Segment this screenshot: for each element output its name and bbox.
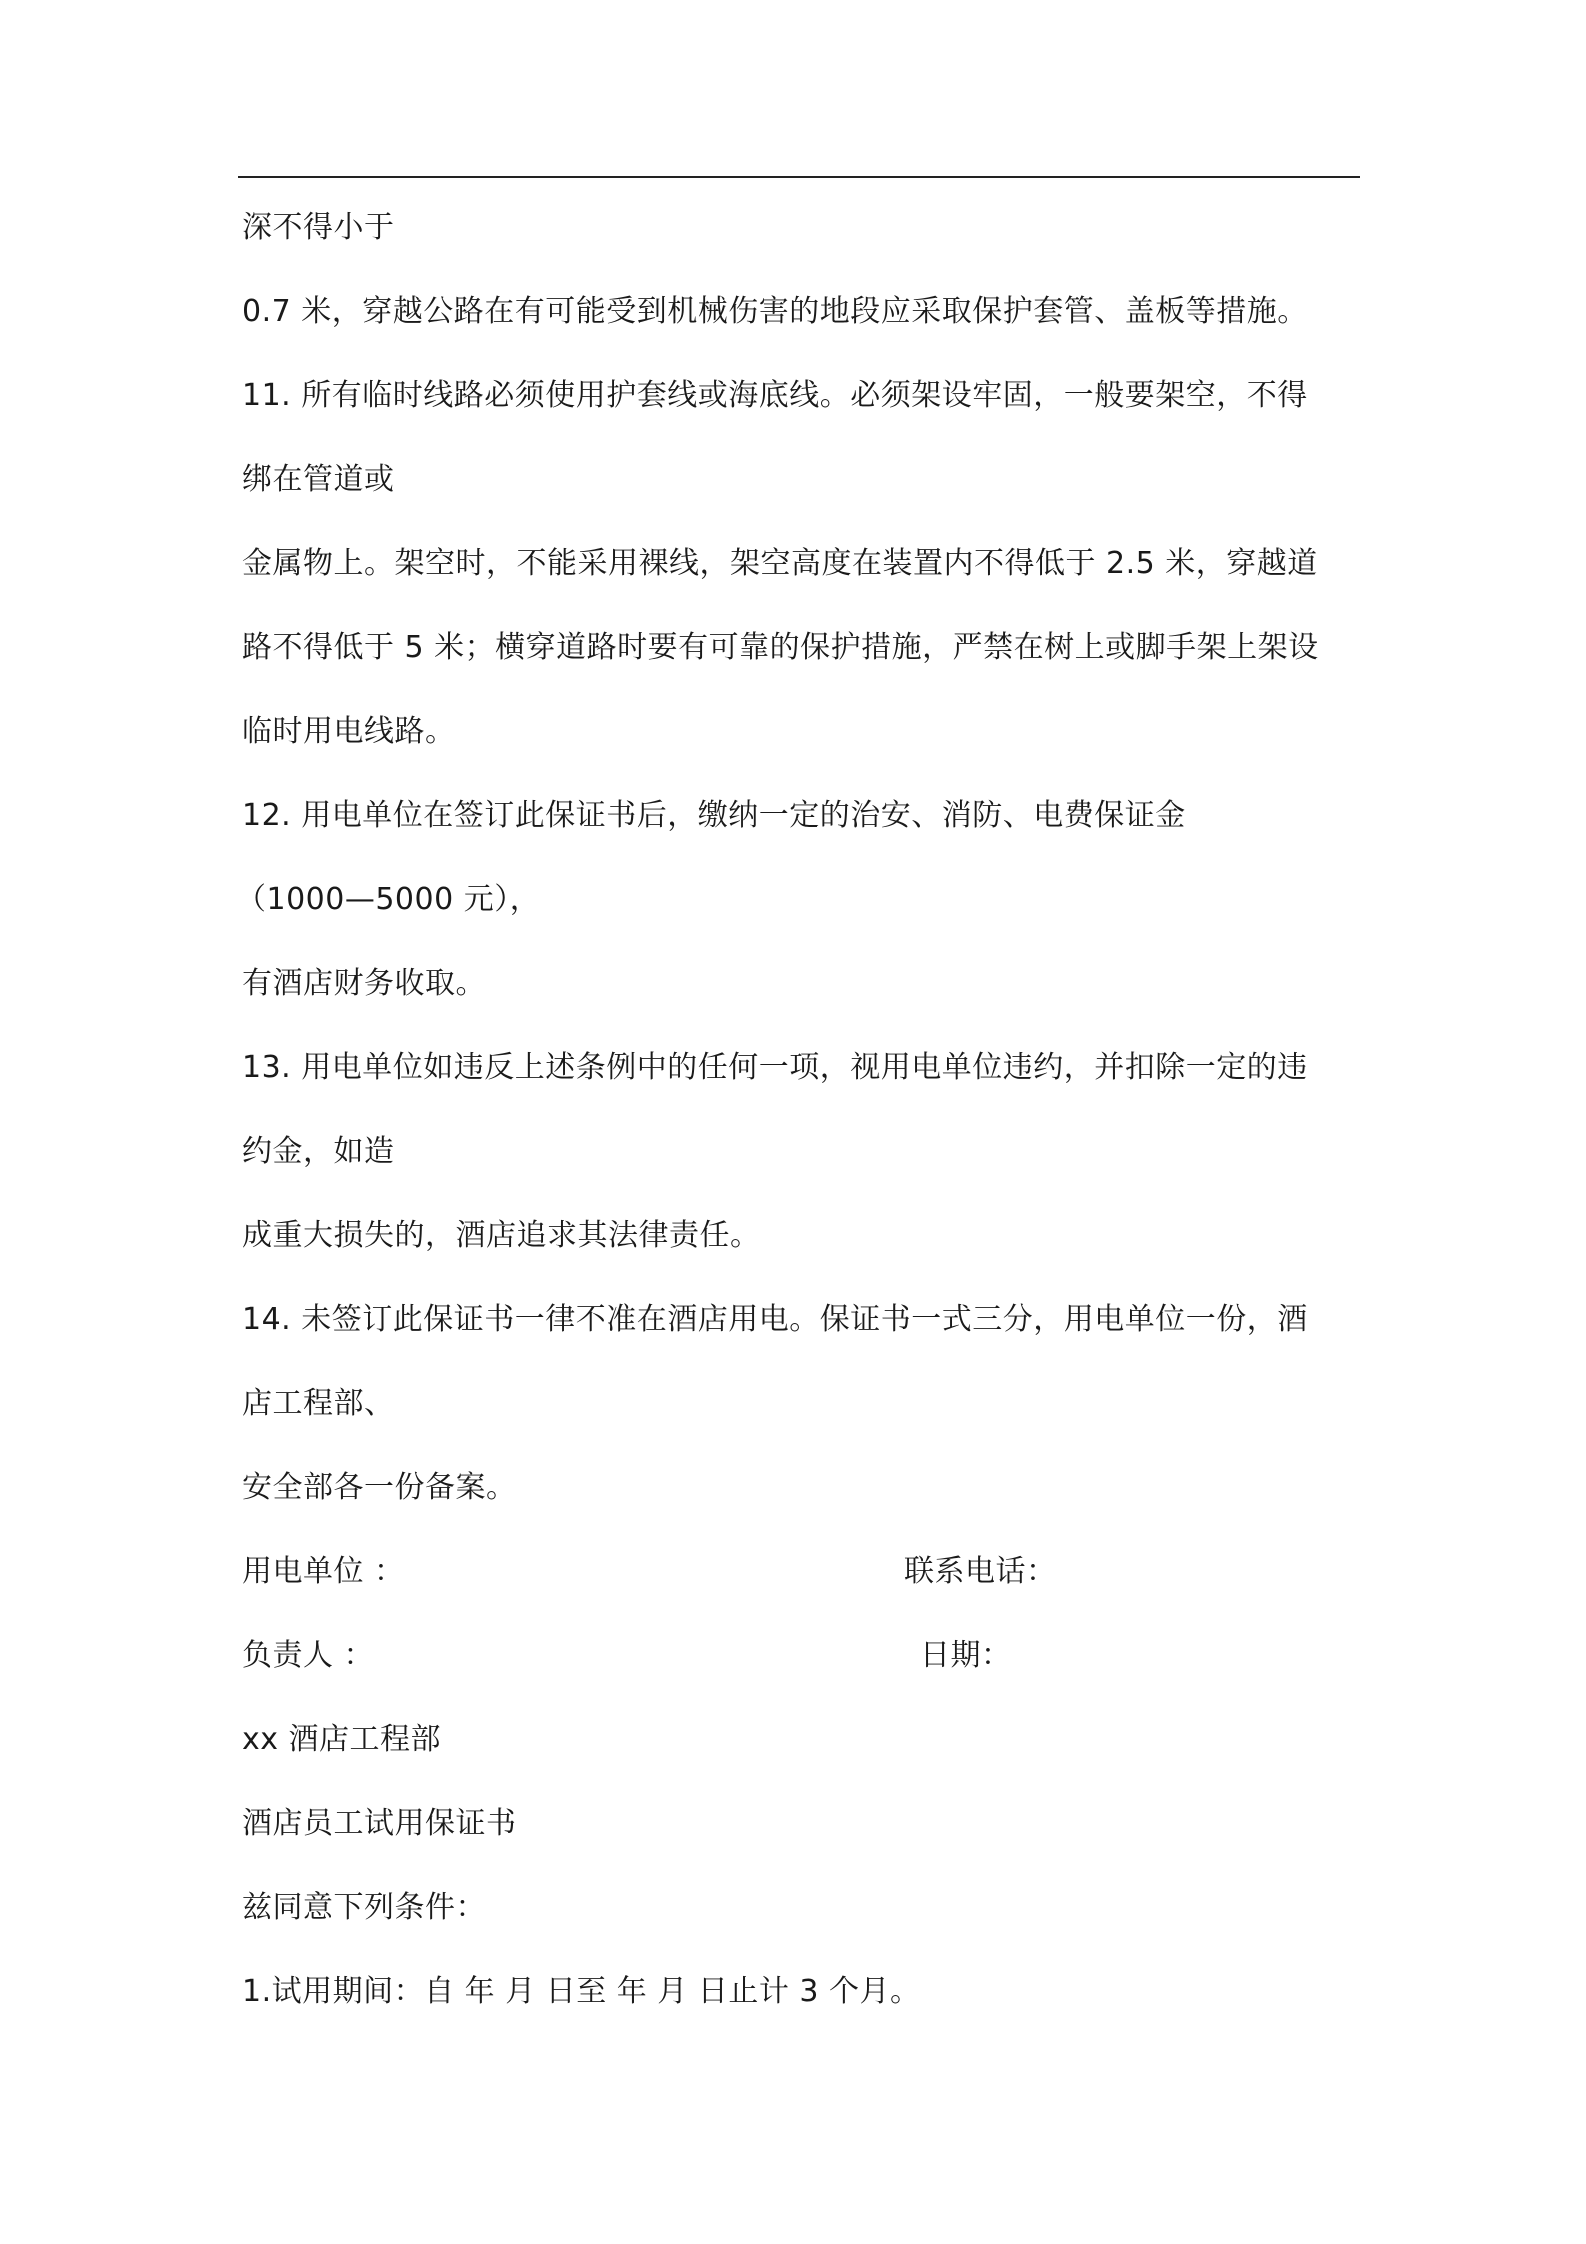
clause-12-line-1: 12. 用电单位在签订此保证书后，缴纳一定的治安、消防、电费保证金 <box>242 798 1186 833</box>
clause-14-line-3: 安全部各一份备案。 <box>242 1470 517 1505</box>
power-unit-label: 用电单位 ： <box>242 1554 405 1589</box>
header-rule <box>238 176 1360 178</box>
next-document-title: 酒店员工试用保证书 <box>242 1806 517 1841</box>
probation-period-clause: 1.试用期间：自 年 月 日至 年 月 日止计 3 个月。 <box>242 1974 921 2009</box>
issuer-department: xx 酒店工程部 <box>242 1722 442 1757</box>
next-document-intro: 兹同意下列条件： <box>242 1890 486 1925</box>
clause-13-line-3: 成重大损失的，酒店追求其法律责任。 <box>242 1218 761 1253</box>
clause-11-line-2: 绑在管道或 <box>242 462 395 497</box>
responsible-person-label: 负责人 ： <box>242 1638 375 1673</box>
clause-11-line-5: 临时用电线路。 <box>242 714 456 749</box>
date-label: 日期： <box>920 1638 1012 1673</box>
clause-11-line-4: 路不得低于 5 米；横穿道路时要有可靠的保护措施，严禁在树上或脚手架上架设 <box>242 630 1319 665</box>
text-line-2: 0.7 米，穿越公路在有可能受到机械伤害的地段应采取保护套管、盖板等措施。 <box>242 294 1308 329</box>
clause-13-line-1: 13. 用电单位如违反上述条例中的任何一项，视用电单位违约，并扣除一定的违 <box>242 1050 1308 1085</box>
clause-14-line-1: 14. 未签订此保证书一律不准在酒店用电。保证书一式三分，用电单位一份，酒 <box>242 1302 1308 1337</box>
clause-11-line-3: 金属物上。架空时，不能采用裸线，架空高度在装置内不得低于 2.5 米，穿越道 <box>242 546 1318 581</box>
clause-12-line-2: （1000—5000 元）， <box>236 882 541 917</box>
contact-phone-label: 联系电话： <box>904 1554 1057 1589</box>
text-line-1: 深不得小于 <box>242 210 395 245</box>
clause-12-line-3: 有酒店财务收取。 <box>242 966 486 1001</box>
clause-11-line-1: 11. 所有临时线路必须使用护套线或海底线。必须架设牢固，一般要架空，不得 <box>242 378 1308 413</box>
clause-14-line-2: 店工程部、 <box>242 1386 395 1421</box>
clause-13-line-2: 约金，如造 <box>242 1134 395 1169</box>
